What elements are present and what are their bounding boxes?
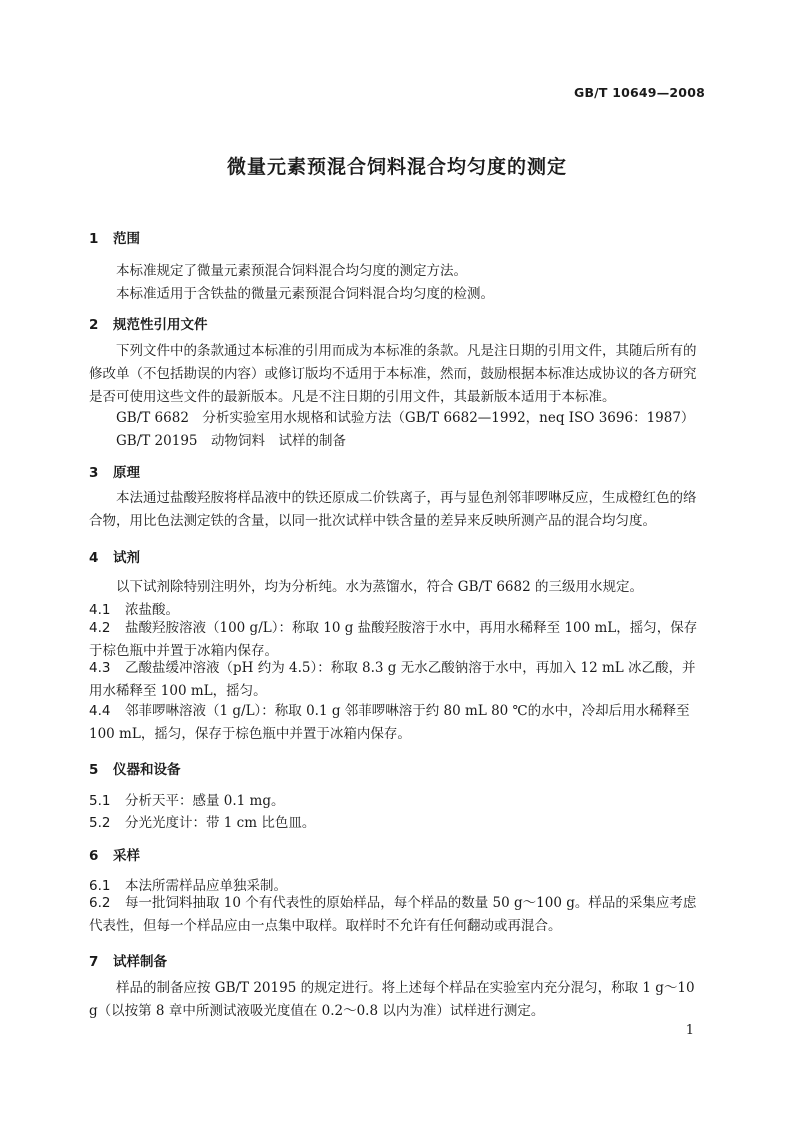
section-title: 试样制备 (113, 954, 167, 970)
section-number: 6 (89, 848, 99, 864)
document-title: 微量元素预混合饲料混合均匀度的测定 (226, 156, 567, 178)
section-2-heading (89, 313, 208, 333)
item-text: 本法所需样品应单独采制。 (125, 878, 287, 894)
normative-references-paragraph: 下列文件中的条款通过本标准的引用而成为本标准的条款。凡是注日期的引用文件，其随后所有的修改单（不包括勘误的内容）或修订版均不适用于本标准，然而，鼓励根据本标准达成协议的各方研究是否可使用这些文件的最新版本。凡是不注日期的引用文件，其最新版本适用于本标准。 (89, 343, 697, 405)
reference-gbt20195: GB/T 20195 动物饲料 试样的制备 (116, 433, 346, 449)
reagent-item (89, 598, 179, 618)
item-text: 乙酸盐缓冲溶液（pH 约为 4.5）：称取 8.3 g 无水乙酸钠溶于水中，再加入 12 mL 冰乙酸，并用水稀释至 100 mL，摇匀。 (89, 660, 696, 699)
principle-paragraph: 本法通过盐酸羟胺将样品液中的铁还原成二价铁离子，再与显色剂邻菲啰啉反应，生成橙红色的络合物，用比色法测定铁的含量，以同一批次试样中铁含量的差异来反映所测产品的混合均匀度。 (89, 490, 697, 529)
item-number: 4.4 (89, 703, 111, 719)
item-number: 4.1 (89, 602, 111, 618)
sample-preparation-paragraph: 样品的制备应按 GB/T 20195 的规定进行。将上述每个样品在实验室内充分混匀，称取 1 g～10 g（以按第 8 章中所测试液吸光度值在 0.2～0.8 以内为准）试样进行测定。 (89, 980, 695, 1019)
apparatus-item (89, 811, 315, 831)
standard-number: GB/T 10649—2008 (573, 85, 705, 100)
section-title: 试剂 (113, 550, 140, 566)
apparatus-item (89, 789, 285, 809)
reagent-item (89, 657, 705, 703)
section-number: 7 (89, 954, 99, 970)
item-text: 浓盐酸。 (125, 602, 179, 618)
item-text: 分光光度计：带 1 cm 比色皿。 (125, 815, 316, 831)
section-5-heading (89, 758, 181, 778)
section-title: 仪器和设备 (113, 762, 181, 778)
item-number: 6.1 (89, 878, 111, 894)
scope-line-1: 本标准规定了微量元素预混合饲料混合均匀度的测定方法。 (116, 263, 467, 279)
section-6-heading (89, 844, 140, 864)
section-title: 规范性引用文件 (113, 317, 208, 333)
section-title: 采样 (113, 848, 140, 864)
section-title: 原理 (113, 465, 140, 481)
sampling-item (89, 874, 287, 894)
section-1-heading (89, 227, 140, 247)
item-number: 4.3 (89, 660, 111, 676)
reagent-item (89, 700, 705, 746)
item-text: 分析天平：感量 0.1 mg。 (125, 793, 285, 809)
page-number: 1 (685, 1023, 694, 1038)
item-number: 6.2 (89, 895, 111, 911)
item-number: 5.1 (89, 793, 111, 809)
section-3-heading (89, 461, 140, 481)
item-number: 4.2 (89, 620, 111, 636)
item-text: 每一批饲料抽取 10 个有代表性的原始样品，每个样品的数量 50 g～100 g。样品的采集应考虑代表性，但每一个样品应由一点集中取样。取样时不允许有任何翻动或再混合。 (89, 895, 697, 934)
scope-line-2: 本标准适用于含铁盐的微量元素预混合饲料混合均匀度的检测。 (116, 286, 494, 302)
item-text: 邻菲啰啉溶液（1 g/L）：称取 0.1 g 邻菲啰啉溶于约 80 mL 80 ℃的水中，冷却后用水稀释至 100 mL，摇匀，保存于棕色瓶中并置于冰箱内保存。 (89, 703, 690, 742)
item-text: 盐酸羟胺溶液（100 g/L）：称取 10 g 盐酸羟胺溶于水中，再用水稀释至 100 mL，摇匀，保存于棕色瓶中并置于冰箱内保存。 (89, 620, 698, 659)
section-4-heading (89, 546, 140, 566)
section-number: 5 (89, 762, 99, 778)
reference-gbt6682: GB/T 6682 分析实验室用水规格和试验方法（GB/T 6682—1992，neq ISO 3696：1987） (116, 410, 695, 426)
section-title: 范围 (113, 231, 140, 247)
section-7-heading (89, 950, 167, 970)
section-number: 1 (89, 231, 99, 247)
sampling-item (89, 892, 705, 938)
section-number: 4 (89, 550, 99, 566)
section-number: 2 (89, 317, 99, 333)
reagents-intro: 以下试剂除特别注明外，均为分析纯。水为蒸馏水，符合 GB/T 6682 的三级用水规定。 (116, 579, 643, 595)
section-number: 3 (89, 465, 99, 481)
item-number: 5.2 (89, 815, 111, 831)
